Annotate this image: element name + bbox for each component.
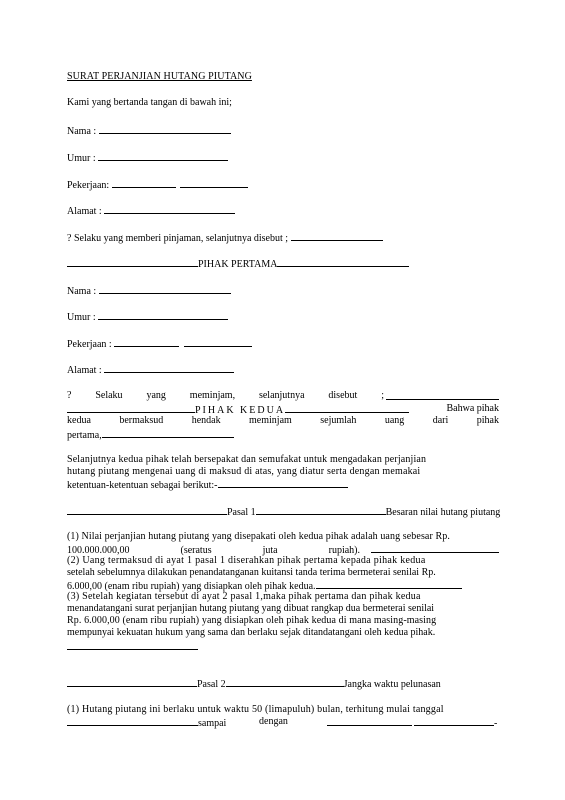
pasal1-ayat2-line2: setelah sebelumnya dilakukan penandatanganan kuitansi tanda terima bermeterai senilai Rp. [67, 567, 436, 578]
word: (seratus [180, 545, 212, 556]
document-title: SURAT PERJANJIAN HUTANG PIUTANG [67, 71, 252, 82]
end-mark: - [494, 718, 498, 729]
blank-line [218, 478, 348, 488]
pertama-text: pertama, [67, 430, 102, 441]
agreement-line3 [67, 478, 348, 492]
pasal2-heading: Jangka waktu pelunasan [343, 679, 441, 690]
pasal1-ayat3-line4: mempunyai kekuatan hukum yang sama dan berlaku sejak ditandatangani oleh kedua pihak. [67, 627, 436, 638]
blank-line [104, 363, 234, 373]
blank-line [102, 428, 234, 438]
party1-umur-field [67, 151, 228, 165]
pasal1-label: Pasal 1 [227, 507, 256, 518]
word: disebut [328, 390, 358, 401]
blank-line [67, 257, 198, 267]
blank-line [256, 505, 386, 515]
party1-alamat-field [67, 204, 235, 218]
pihak-pertama-label: PIHAK PERTAMA [198, 259, 278, 270]
agreement-line1: Selanjutnya kedua pihak telah bersepakat dan semufakat untuk mengadakan perjanjian [67, 454, 427, 465]
bahwa-text: Bahwa pihak [446, 403, 499, 414]
pasal2-ayat1-line1: (1) Hutang piutang ini berlaku untuk waktu 50 (limapuluh) bulan, terhitung mulai tanggal [67, 704, 444, 715]
blank-line [114, 337, 179, 347]
pasal1-ayat3-line2: menandatangani surat perjanjian hutang piutang yang dibuat rangkap dua bermeterai senilai [67, 603, 435, 614]
ayat2-text: 6.000,00 (enam ribu rupiah) yang disiapkan oleh pihak kedua. [67, 581, 316, 592]
word: pihak [476, 415, 499, 426]
role-text: ? Selaku yang memberi pinjaman, selanjutnya disebut ; [67, 233, 289, 244]
blank-line [291, 231, 383, 241]
word: bermaksud [119, 415, 164, 426]
pihak-kedua-label: PIHAK KEDUA [195, 405, 286, 416]
intro-text: Kami yang bertanda tangan di bawah ini; [67, 97, 232, 108]
blank-line [67, 677, 197, 687]
field-label: Alamat : [67, 365, 102, 376]
party2-role-line1 [67, 390, 499, 402]
word: meminjam, [189, 390, 236, 401]
blank-line [67, 403, 195, 413]
pasal2-ayat1-line2 [67, 716, 499, 730]
blank-line [112, 178, 176, 188]
word: meminjam [249, 415, 292, 426]
blank-line [99, 124, 231, 134]
word: selanjutnya [258, 390, 305, 401]
pasal1-heading-line [67, 505, 499, 519]
party2-nama-field [67, 284, 231, 298]
pasal1-ayat1-line1: (1) Nilai perjanjian hutang piutang yang disepakati oleh kedua pihak adalah uang sebesar Rp. [67, 531, 450, 542]
signature-rule [67, 649, 198, 650]
blank-line [414, 716, 494, 726]
word: ; [381, 390, 384, 401]
party1-role [67, 231, 383, 245]
blank-line [277, 257, 409, 267]
field-label: Nama : [67, 126, 97, 137]
pasal1-ayat2-line1: (2) Uang termaksud di ayat 1 pasal 1 diserahkan pihak pertama kepada pihak kedua [67, 555, 426, 566]
word: ? [67, 390, 72, 401]
word: juta [262, 545, 278, 556]
blank-line [226, 677, 344, 687]
blank-line [67, 505, 227, 515]
agreement-line2: hutang piutang mengenai uang di maksud di atas, yang diatur serta dengan memakai [67, 466, 421, 477]
party2-alamat-field [67, 363, 234, 377]
word: 100.000.000,00 [67, 545, 130, 556]
word: sejumlah [320, 415, 357, 426]
party2-umur-field [67, 310, 228, 324]
blank-line [98, 151, 228, 161]
agreement-text: ketentuan-ketentuan sebagai berikut:- [67, 480, 218, 491]
word: dengan [259, 716, 288, 727]
pasal1-ayat3-line3: Rp. 6.000,00 (enam ribu rupiah) yang disiapkan oleh pihak kedua di mana masing-masing [67, 615, 437, 626]
blank-line [285, 403, 409, 413]
blank-line [104, 204, 235, 214]
field-label: Alamat : [67, 206, 102, 217]
party2-pekerjaan-field [67, 337, 252, 351]
field-label: Umur : [67, 153, 96, 164]
word: rupiah). [328, 545, 360, 556]
blank-line [67, 716, 198, 726]
word: hendak [191, 415, 221, 426]
blank-line [98, 310, 228, 320]
party1-nama-field [67, 124, 231, 138]
word: sampai [198, 718, 227, 729]
blank-line [99, 284, 231, 294]
blank-line [316, 579, 462, 589]
blank-line [184, 337, 252, 347]
pasal2-heading-line [67, 677, 499, 691]
word: dari [432, 415, 449, 426]
party2-role-line3 [67, 415, 499, 427]
blank-line [327, 716, 412, 726]
field-label: Nama : [67, 286, 97, 297]
blank-line [371, 543, 499, 553]
word: uang [384, 415, 405, 426]
pasal2-label: Pasal 2 [197, 679, 226, 690]
blank-line [386, 390, 499, 400]
blank-group [327, 716, 497, 730]
party1-pekerjaan-field [67, 178, 248, 192]
word: Selaku [95, 390, 123, 401]
pasal1-heading: Besaran nilai hutang piutang [385, 507, 501, 518]
blank-line [180, 178, 248, 188]
party1-label-line [67, 257, 409, 271]
pasal1-ayat3-line1: (3) Setelah kegiatan tersebut di ayat 2 pasal 1,maka pihak pertama dan pihak kedua [67, 591, 421, 602]
word: yang [146, 390, 166, 401]
field-label: Pekerjaan : [67, 339, 112, 350]
field-label: Pekerjaan: [67, 180, 110, 191]
blank-group [381, 390, 499, 402]
word: kedua [67, 415, 91, 426]
party2-role-line4 [67, 428, 234, 442]
field-label: Umur : [67, 312, 96, 323]
